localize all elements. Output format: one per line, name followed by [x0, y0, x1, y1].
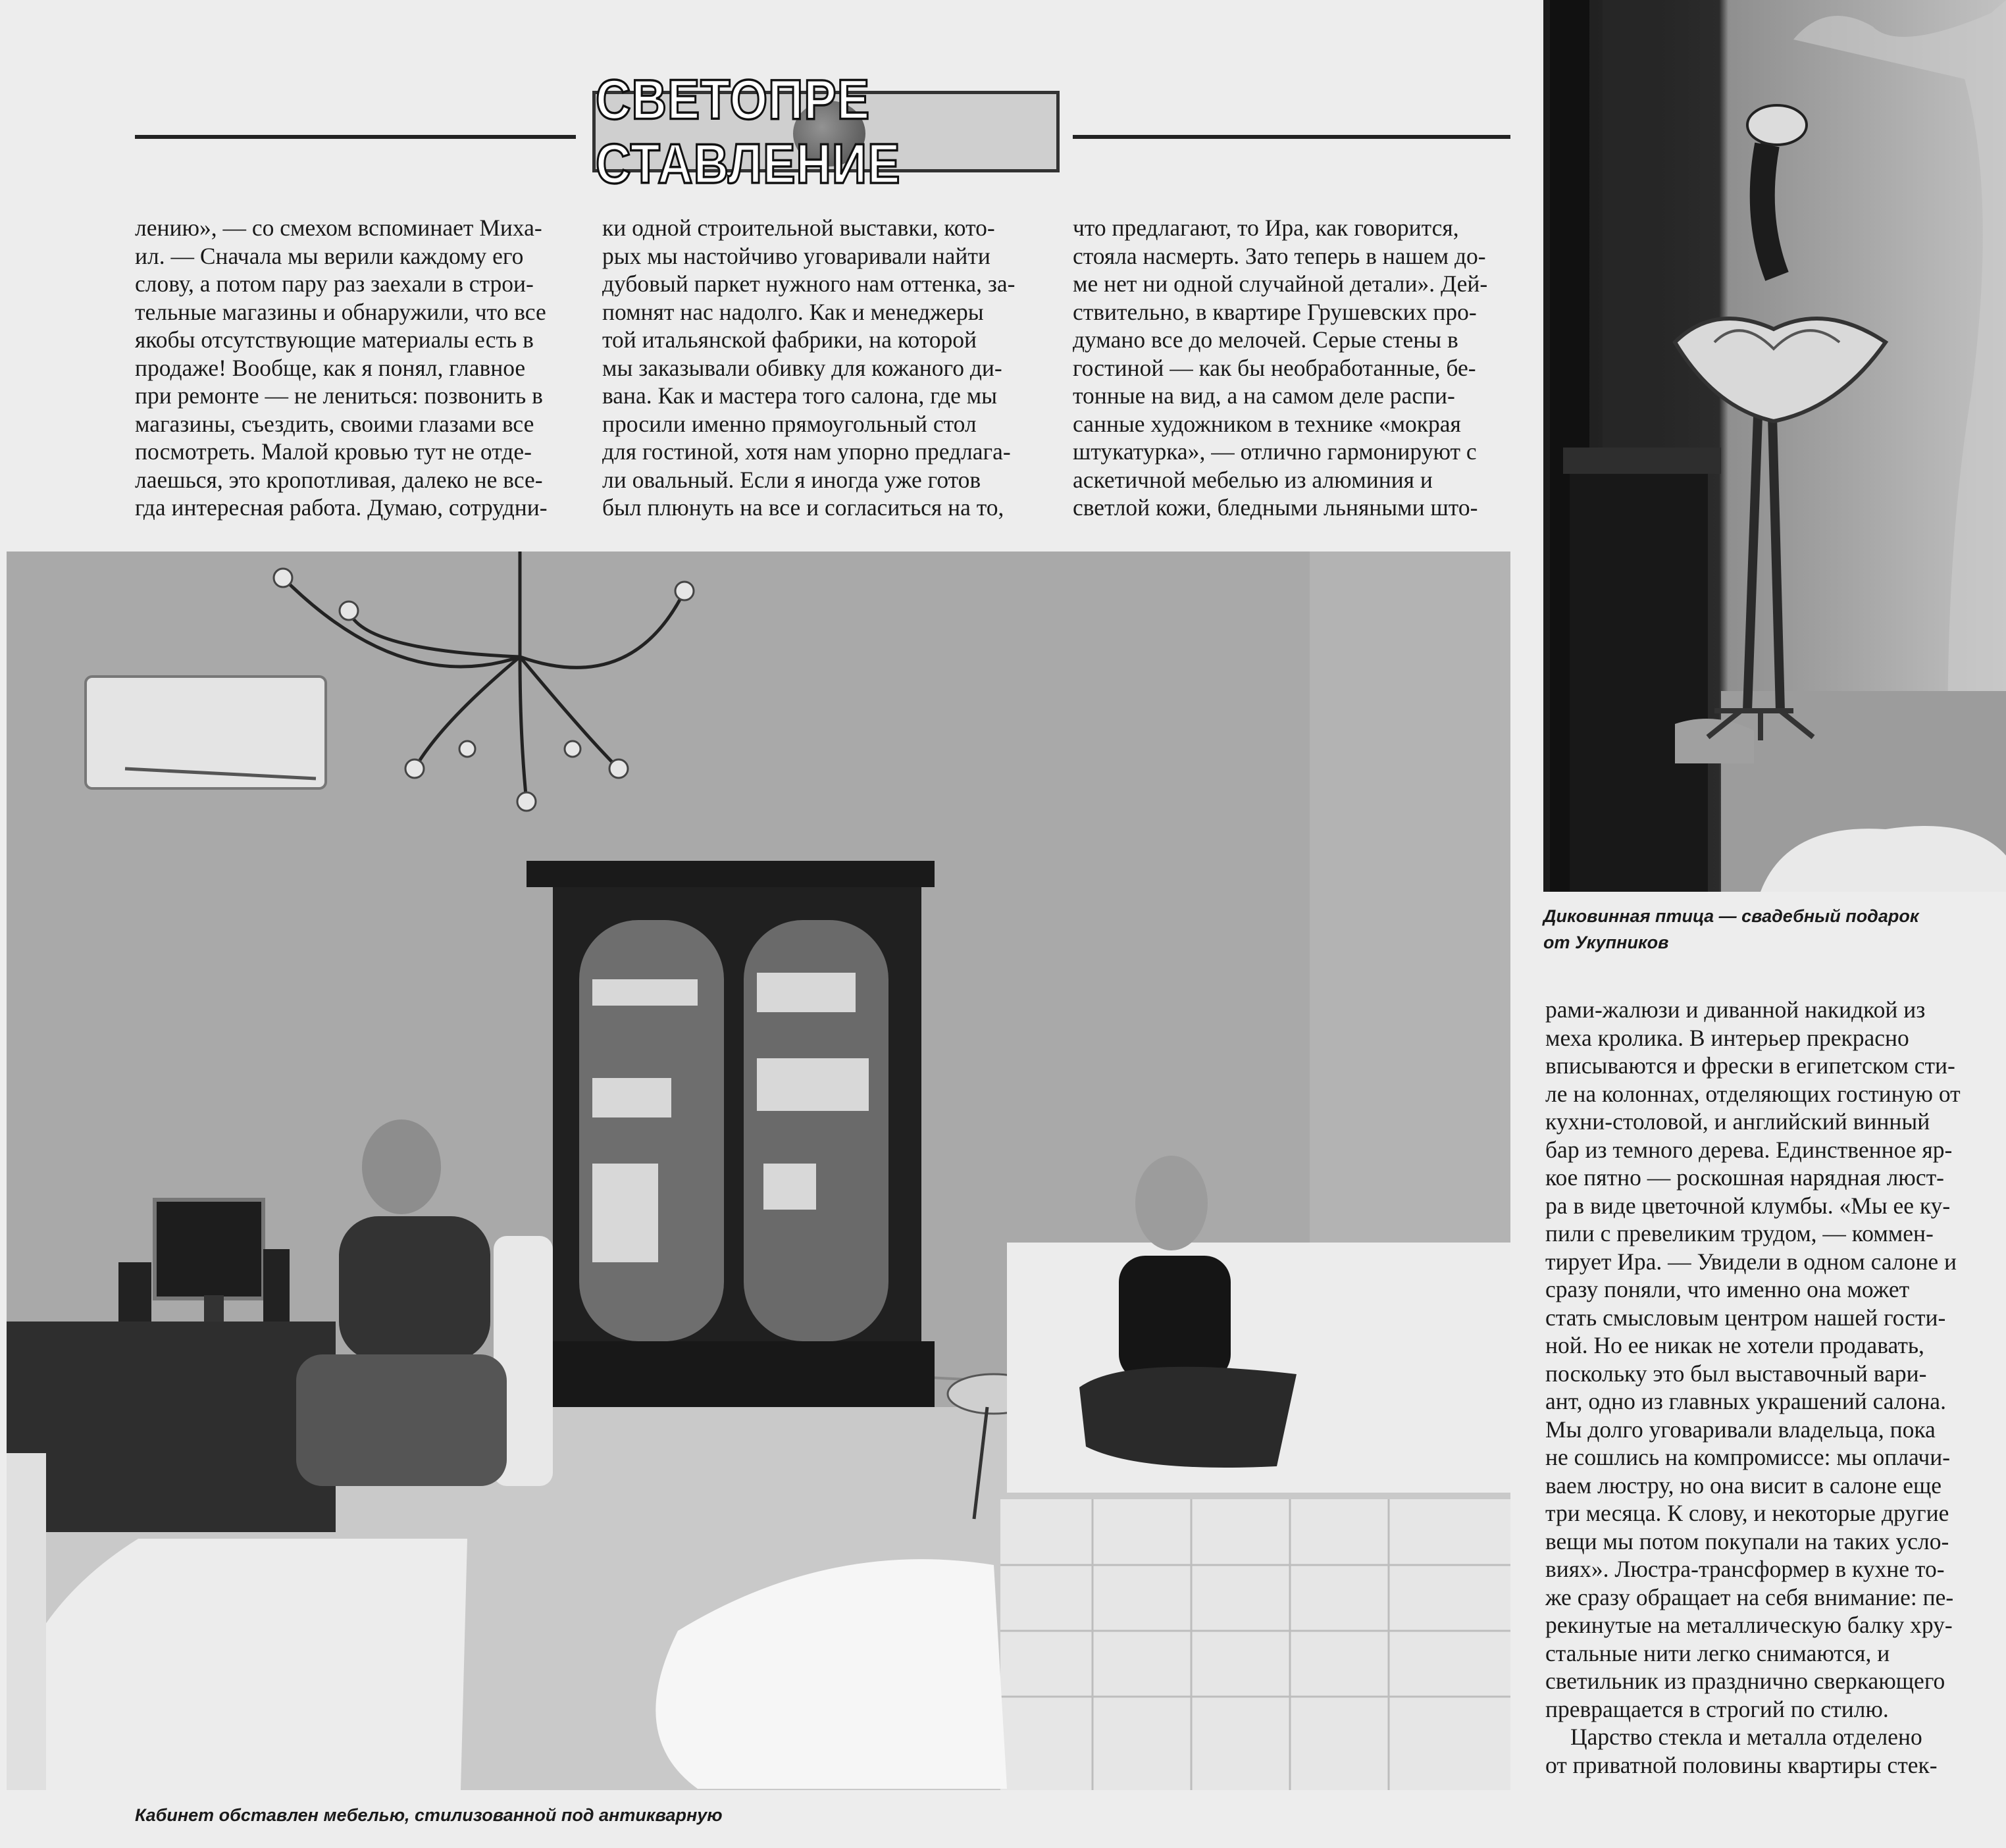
text-line: ствительно, в квартире Грушевских про-	[1073, 298, 1477, 325]
text-line: бар из темного дерева. Единственное яр-	[1545, 1136, 1953, 1163]
text-line: кухни-столовой, и английский винный	[1545, 1108, 1930, 1135]
text-line: от приватной половины квартиры стек-	[1545, 1751, 1938, 1778]
text-line: меха кролика. В интерьер прекрасно	[1545, 1024, 1909, 1051]
text-line: дубовый паркет нужного нам оттенка, за-	[602, 270, 1016, 297]
text-line: гостиной — как бы необработанные, бе-	[1073, 354, 1476, 381]
text-line: вана. Как и мастера того салона, где мы	[602, 382, 998, 409]
text-line: три месяца. К слову, и некоторые другие	[1545, 1500, 1949, 1526]
text-column-2	[602, 214, 1044, 522]
text-column-3	[1073, 214, 1511, 522]
text-line: для гостиной, хотя нам упорно предлага-	[602, 438, 1011, 465]
text-line: ле на колоннах, отделяющих гостиную от	[1545, 1080, 1961, 1107]
text-line: тирует Ира. — Увидели в одном салоне и	[1545, 1248, 1957, 1275]
text-line: Мы долго уговаривали владельца, пока	[1545, 1416, 1936, 1443]
header-rule-left	[135, 135, 576, 139]
text-line: ил. — Сначала мы верили каждому его	[135, 242, 524, 269]
caption-line: Диковинная птица — свадебный подарок	[1543, 906, 1919, 926]
text-line: вписываются и фрески в египетском сти-	[1545, 1052, 1955, 1079]
text-line: ваем люстру, но она висит в салоне еще	[1545, 1472, 1942, 1499]
bird-photo-caption	[1543, 903, 2004, 956]
text-line: пили с превеликим трудом, — коммен-	[1545, 1220, 1934, 1246]
text-line: магазины, съездить, своими глазами все	[135, 410, 534, 437]
main-photo-caption: Кабинет обставлен мебелью, стилизованной под антикварную	[135, 1805, 723, 1825]
text-line: поскольку это был выставочный вари-	[1545, 1360, 1927, 1387]
text-line: сразу поняли, что именно она может	[1545, 1276, 1910, 1302]
text-line: помнят нас надолго. Как и менеджеры	[602, 298, 984, 325]
text-line: просили именно прямоугольный стол	[602, 410, 977, 437]
text-line: рых мы настойчиво уговаривали найти	[602, 242, 990, 269]
text-line: превращается в строгий по стилю.	[1545, 1695, 1889, 1722]
text-line: тельные магазины и обнаружили, что все	[135, 298, 546, 325]
text-line: стояла насмерть. Зато теперь в нашем до-	[1073, 242, 1486, 269]
text-line: ли овальный. Если я иногда уже готов	[602, 466, 981, 493]
text-line: виях». Люстра-трансформер в кухне то-	[1545, 1556, 1945, 1582]
text-line: светильник из празднично сверкающего	[1545, 1668, 1945, 1694]
text-line: ме нет ни одной случайной детали». Дей-	[1073, 270, 1488, 297]
text-line: гда интересная работа. Думаю, сотрудни-	[135, 494, 548, 521]
text-line: рами-жалюзи и диванной накидкой из	[1545, 996, 1926, 1023]
header-rule-right	[1073, 135, 1510, 139]
text-line: слову, а потом пару раз заехали в строи-	[135, 270, 534, 297]
bird-sculpture-photo	[1543, 0, 2006, 892]
text-line: продаже! Вообще, как я понял, главное	[135, 354, 526, 381]
text-column-1	[135, 214, 576, 522]
text-line: той итальянской фабрики, на которой	[602, 326, 977, 353]
text-line: стать смысловым центром нашей гости-	[1545, 1304, 1946, 1331]
text-line: лаешься, это кропотливая, далеко не все-	[135, 466, 543, 493]
text-line: Царство стекла и металла отделено	[1570, 1724, 1922, 1750]
text-column-right	[1545, 996, 1977, 1779]
text-line: что предлагают, то Ира, как говорится,	[1073, 215, 1459, 241]
text-line: думано все до мелочей. Серые стены в	[1073, 326, 1458, 353]
caption-line: от Укупников	[1543, 933, 1669, 952]
text-line: ант, одно из главных украшений салона.	[1545, 1388, 1946, 1414]
text-line: рекинутые на металлическую балку хру-	[1545, 1612, 1953, 1638]
text-line: санные художником в технике «мокрая	[1073, 410, 1461, 437]
living-room-photo	[7, 552, 1510, 1790]
text-line: не сошлись на компромиссе: мы оплачи-	[1545, 1444, 1951, 1470]
text-line: стальные нити легко снимаются, и	[1545, 1639, 1890, 1666]
text-line: якобы отсутствующие материалы есть в	[135, 326, 534, 353]
text-line: ки одной строительной выставки, кото-	[602, 215, 995, 241]
text-line: тонные на вид, а на самом деле распи-	[1073, 382, 1455, 409]
section-logo-text: СВЕТОПРЕ СТАВЛЕНИЕ	[596, 68, 901, 195]
text-line: был плюнуть на все и согласиться на то,	[602, 494, 1004, 521]
text-line: кое пятно — роскошная нарядная люст-	[1545, 1164, 1944, 1191]
text-line: аскетичной мебелью из алюминия и	[1073, 466, 1433, 493]
text-line: светлой кожи, бледными льняными што-	[1073, 494, 1478, 521]
text-line: ра в виде цветочной клумбы. «Мы ее ку-	[1545, 1192, 1951, 1219]
bird-sculpture-illustration	[1543, 0, 2006, 892]
text-line: посмотреть. Малой кровью тут не отде-	[135, 438, 532, 465]
living-room-illustration	[7, 552, 1510, 1790]
text-line: мы заказывали обивку для кожаного ди-	[602, 354, 1002, 381]
text-line: штукатурка», — отлично гармонируют с	[1073, 438, 1477, 465]
text-line: лению», — со смехом вспоминает Миха-	[135, 215, 542, 241]
text-line: вещи мы потом покупали на таких усло-	[1545, 1527, 1949, 1554]
text-line: же сразу обращает на себя внимание: пе-	[1545, 1583, 1954, 1610]
text-line: при ремонте — не лениться: позвонить в	[135, 382, 543, 409]
section-logo	[592, 68, 1060, 195]
text-line: ной. Но ее никак не хотели продавать,	[1545, 1332, 1924, 1358]
